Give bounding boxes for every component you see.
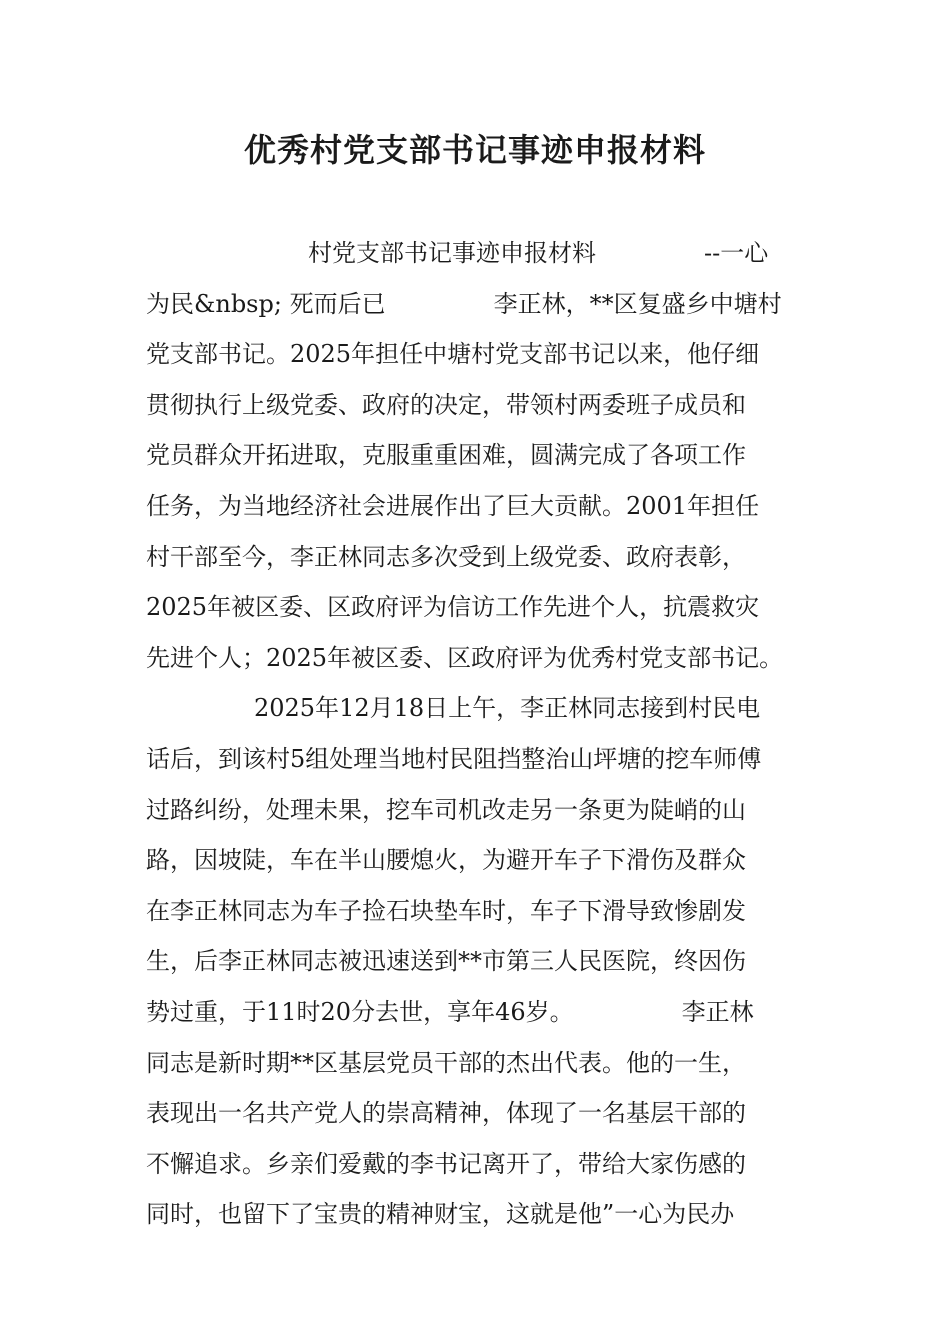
text-line: 同志是新时期**区基层党员干部的杰出代表。他的一生， bbox=[146, 1048, 746, 1077]
text-line: 不懈追求。乡亲们爱戴的李书记离开了，带给大家伤感的 bbox=[146, 1149, 746, 1178]
subtitle-text: 村党支部书记事迹申报材料 bbox=[308, 239, 596, 267]
text-line: 话后，到该村5组处理当地村民阻挡整治山坪塘的挖车师傅 bbox=[146, 744, 762, 773]
text-line: 表现出一名共产党人的崇高精神，体现了一名基层干部的 bbox=[146, 1099, 746, 1128]
subtitle-dash-text: --一心 bbox=[704, 239, 769, 267]
text-line: 过路纠纷，处理未果，挖车司机改走另一条更为陡峭的山 bbox=[146, 795, 746, 824]
text-line: 贯彻执行上级党委、政府的决定，带领村两委班子成员和 bbox=[146, 390, 746, 419]
subtitle-continuation: 为民&nbsp; 死而后已 bbox=[146, 289, 386, 318]
text-line bbox=[146, 683, 806, 734]
text-line bbox=[146, 987, 806, 1038]
text-line: 同时，也留下了宝贵的精神财宝，这就是他”一心为民办 bbox=[146, 1200, 735, 1229]
text-line: 先进个人；2025年被区委、区政府评为优秀村党支部书记。 bbox=[146, 643, 784, 672]
paragraph-end: 势过重，于11时20分去世，享年46岁。 bbox=[146, 997, 574, 1026]
document-body bbox=[146, 228, 806, 1240]
text-line: 党员群众开拓进取，克服重重困难，圆满完成了各项工作 bbox=[146, 441, 746, 470]
text-line bbox=[146, 279, 806, 330]
paragraph-start: 李正林，**区复盛乡中塘村 bbox=[493, 289, 782, 318]
text-line: 2025年被区委、区政府评为信访工作先进个人，抗震救灾 bbox=[146, 593, 760, 622]
text-line: 路，因坡陡，车在半山腰熄火，为避开车子下滑伤及群众 bbox=[146, 846, 746, 875]
paragraph-start: 2025年12月18日上午，李正林同志接到村民电 bbox=[254, 694, 761, 723]
text-line: 任务，为当地经济社会进展作出了巨大贡献。2001年担任 bbox=[146, 491, 760, 520]
text-line: 村干部至今，李正林同志多次受到上级党委、政府表彰， bbox=[146, 542, 746, 571]
text-line: 在李正林同志为车子捡石块垫车时，车子下滑导致惨剧发 bbox=[146, 896, 746, 925]
text-line bbox=[146, 228, 806, 279]
text-line: 生，后李正林同志被迅速送到**市第三人民医院，终因伤 bbox=[146, 947, 746, 976]
text-line: 党支部书记。2025年担任中塘村党支部书记以来，他仔细 bbox=[146, 340, 760, 369]
document-title: 优秀村党支部书记事迹申报材料 bbox=[243, 131, 706, 169]
paragraph-start: 李正林 bbox=[681, 997, 754, 1026]
